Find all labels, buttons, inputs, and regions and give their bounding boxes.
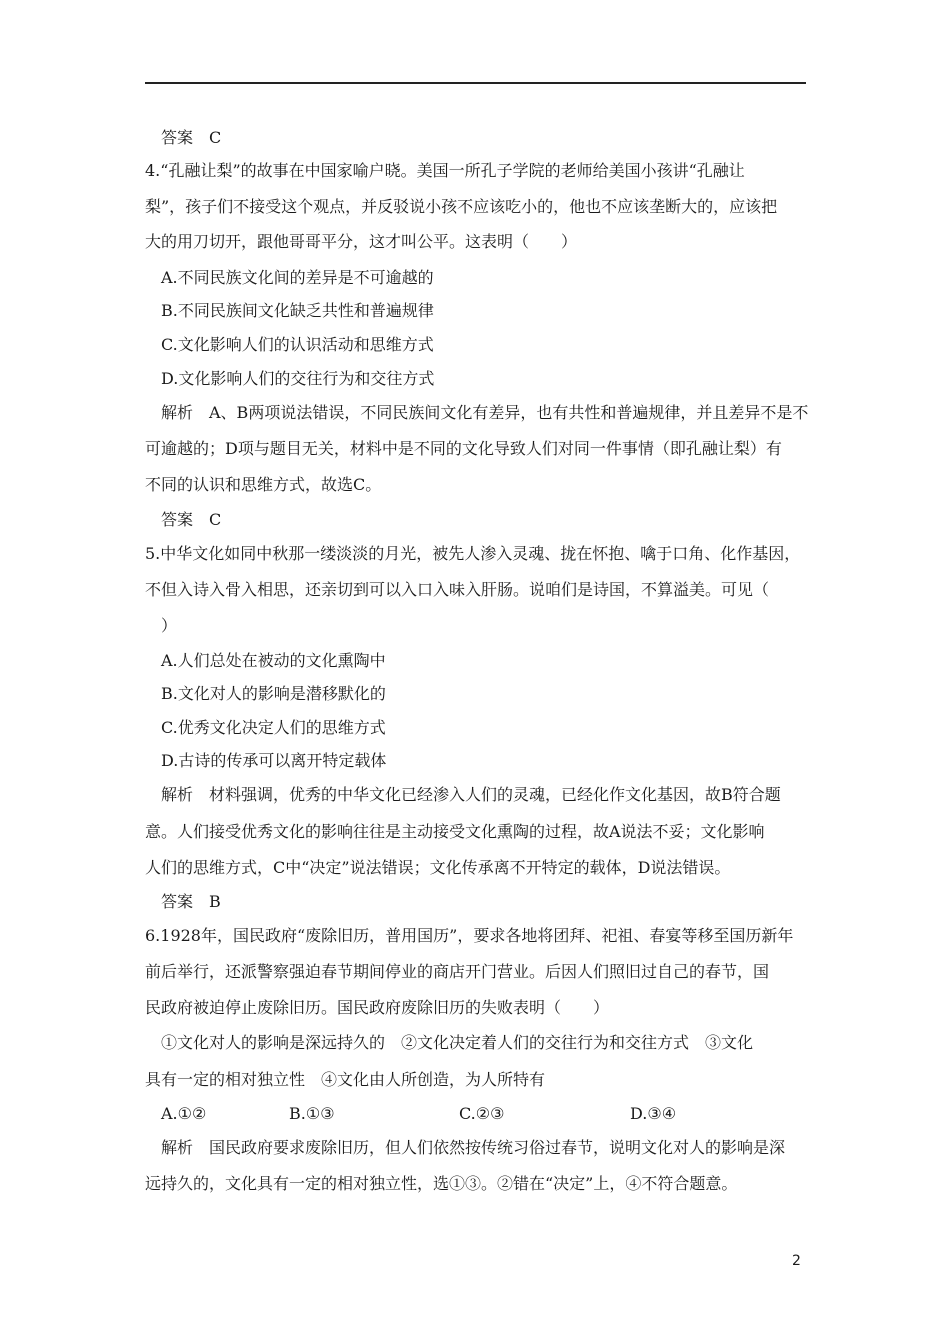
- answer-3: 答案 C: [161, 128, 222, 147]
- question-6-option-d: D.③④: [630, 1104, 677, 1123]
- question-4-line-3: 大的用刀切开，跟他哥哥平分，这才叫公平。这表明（ ）: [145, 232, 578, 251]
- question-6-statements-line-1: ①文化对人的影响是深远持久的 ②文化决定着人们的交往行为和交往方式 ③文化: [161, 1033, 754, 1052]
- question-6-statements-line-2: 具有一定的相对独立性 ④文化由人所创造，为人所特有: [145, 1070, 546, 1089]
- question-5-option-c: C.优秀文化决定人们的思维方式: [161, 718, 386, 737]
- explanation-4-line-1: 解析 A、B两项说法错误，不同民族间文化有差异，也有共性和普遍规律，并且差异不是不: [161, 403, 809, 422]
- header-rule: [145, 82, 806, 84]
- explanation-5-line-2: 意。人们接受优秀文化的影响往往是主动接受文化熏陶的过程，故A说法不妥；文化影响: [145, 822, 765, 841]
- question-4-line-2: 梨”，孩子们不接受这个观点，并反驳说小孩不应该吃小的，他也不应该垄断大的，应该把: [145, 197, 778, 216]
- question-6-option-b: B.①③: [289, 1104, 335, 1123]
- question-5-option-b: B.文化对人的影响是潜移默化的: [161, 684, 386, 703]
- question-4-option-b: B.不同民族间文化缺乏共性和普遍规律: [161, 301, 434, 320]
- explanation-6-line-1: 解析 国民政府要求废除旧历，但人们依然按传统习俗过春节，说明文化对人的影响是深: [161, 1138, 786, 1157]
- question-6-option-a: A.①②: [161, 1104, 207, 1123]
- explanation-5-line-3: 人们的思维方式，C中“决定”说法错误；文化传承离不开特定的载体，D说法错误。: [145, 858, 731, 877]
- question-4-option-c: C.文化影响人们的认识活动和思维方式: [161, 335, 434, 354]
- question-6-option-c: C.②③: [459, 1104, 505, 1123]
- question-6-line-3: 民政府被迫停止废除旧历。国民政府废除旧历的失败表明（ ）: [145, 998, 610, 1017]
- question-4-option-a: A.不同民族文化间的差异是不可逾越的: [161, 268, 434, 287]
- explanation-6-line-2: 远持久的，文化具有一定的相对独立性，选①③。②错在“决定”上，④不符合题意。: [145, 1174, 738, 1193]
- answer-4: 答案 C: [161, 510, 222, 529]
- explanation-5-line-1: 解析 材料强调，优秀的中华文化已经渗入人们的灵魂，已经化作文化基因，故B符合题: [161, 785, 781, 804]
- explanation-4-line-3: 不同的认识和思维方式，故选C。: [145, 475, 382, 494]
- question-6-line-1: 6.1928年，国民政府“废除旧历，普用国历”，要求各地将团拜、祀祖、春宴等移至国历新年: [145, 926, 794, 945]
- question-5-option-d: D.古诗的传承可以离开特定载体: [161, 751, 387, 770]
- answer-5: 答案 B: [161, 892, 221, 911]
- question-4-line-1: 4.“孔融让梨”的故事在中国家喻户晓。美国一所孔子学院的老师给美国小孩讲“孔融让: [145, 161, 745, 180]
- explanation-4-line-2: 可逾越的；D项与题目无关，材料中是不同的文化导致人们对同一件事情（即孔融让梨）有: [145, 439, 782, 458]
- question-5-line-3: ）: [161, 616, 178, 635]
- question-4-option-d: D.文化影响人们的交往行为和交往方式: [161, 369, 435, 388]
- question-6-line-2: 前后举行，还派警察强迫春节期间停业的商店开门营业。后因人们照旧过自己的春节，国: [145, 962, 770, 981]
- question-5-line-2: 不但入诗入骨入相思，还亲切到可以入口入味入肝肠。说咱们是诗国，不算溢美。可见（: [145, 580, 770, 599]
- question-5-option-a: A.人们总处在被动的文化熏陶中: [161, 651, 386, 670]
- page-number: 2: [792, 1253, 801, 1269]
- question-5-line-1: 5.中华文化如同中秋那一缕淡淡的月光，被先人渗入灵魂、拢在怀抱、噙于口角、化作基因，: [145, 544, 801, 563]
